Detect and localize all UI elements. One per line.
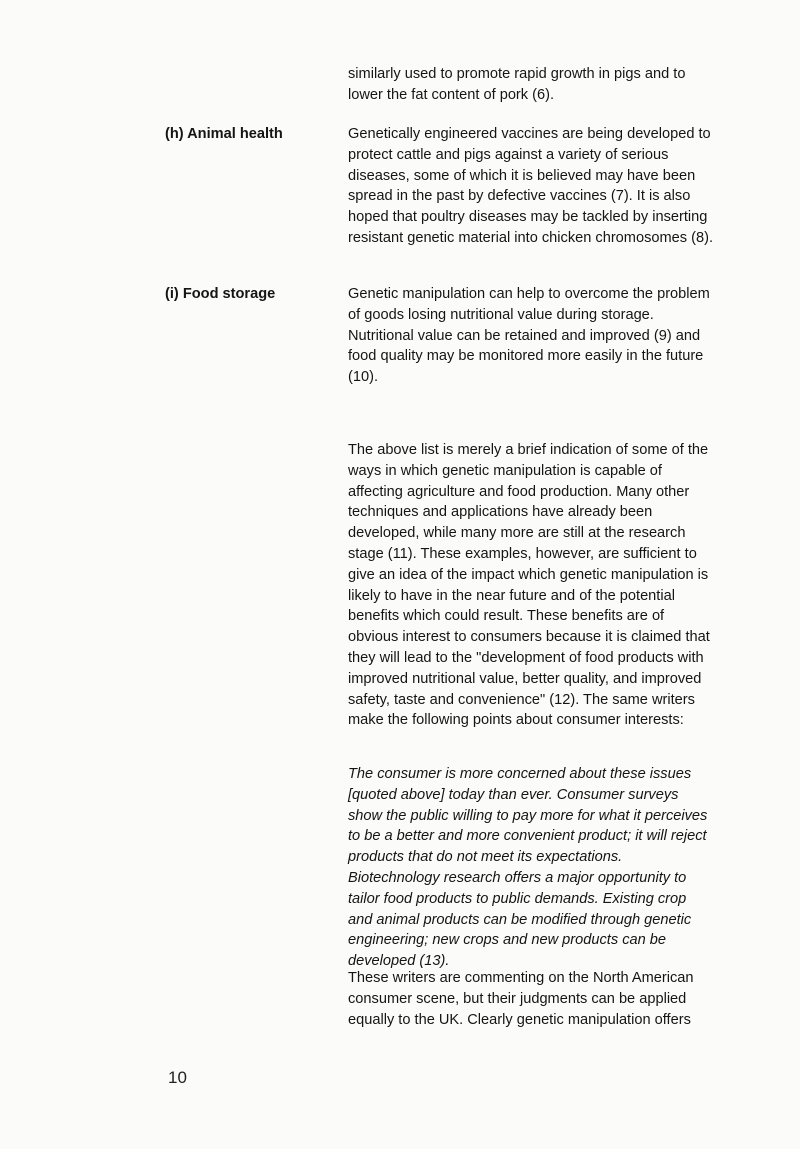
paragraph-food-storage: Genetic manipulation can help to overcome the problem of goods losing nutritional value during storage. Nutritional value can be retained and improved (9) and food quality may be monitored more easily in the future (10). bbox=[348, 286, 710, 386]
page-number: 10 bbox=[168, 1068, 187, 1087]
paragraph-animal-health: Genetically engineered vaccines are being developed to protect cattle and pigs against a variety of serious diseases, some of which it is believed may have been spread in the past by defective vaccines (7). It is also hoped that poultry diseases may be tackled by inserting resistant genetic material into chicken chromosomes (8). bbox=[348, 126, 713, 246]
heading-animal-health: (h) Animal health bbox=[165, 126, 283, 142]
heading-food-storage: (i) Food storage bbox=[165, 286, 276, 302]
paragraph-closing: These writers are commenting on the North American consumer scene, but their judgments can be applied equally to the UK. Clearly genetic manipulation offers bbox=[348, 970, 694, 1028]
block-quote: The consumer is more concerned about these issues [quoted above] today than ever. Consumer surveys show the public willing to pay more for what it perceives to be a better and more convenient product; it will reject products that do not meet its expectations. Biotechnology research offers a major opportunity to tailor food products to public demands. Existing crop and animal products can be modified through genetic engineering; new crops and new products can be developed (13). bbox=[348, 766, 708, 970]
paragraph-body: The above list is merely a brief indication of some of the ways in which genetic manipulation is capable of affecting agriculture and food production. Many other techniques and applications have already been developed, while many more are still at the research stage (11). These examples, however, are sufficient to give an idea of the impact which genetic manipulation is likely to have in the near future and of the potential benefits which could result. These benefits are of obvious interest to consumers because it is claimed that they will lead to the "development of food products with improved nutritional value, better quality, and improved safety, taste and convenience" (12). The same writers make the following points about consumer interests: bbox=[348, 442, 710, 729]
paragraph-continuation: similarly used to promote rapid growth in pigs and to lower the fat content of pork (6). bbox=[348, 66, 686, 103]
